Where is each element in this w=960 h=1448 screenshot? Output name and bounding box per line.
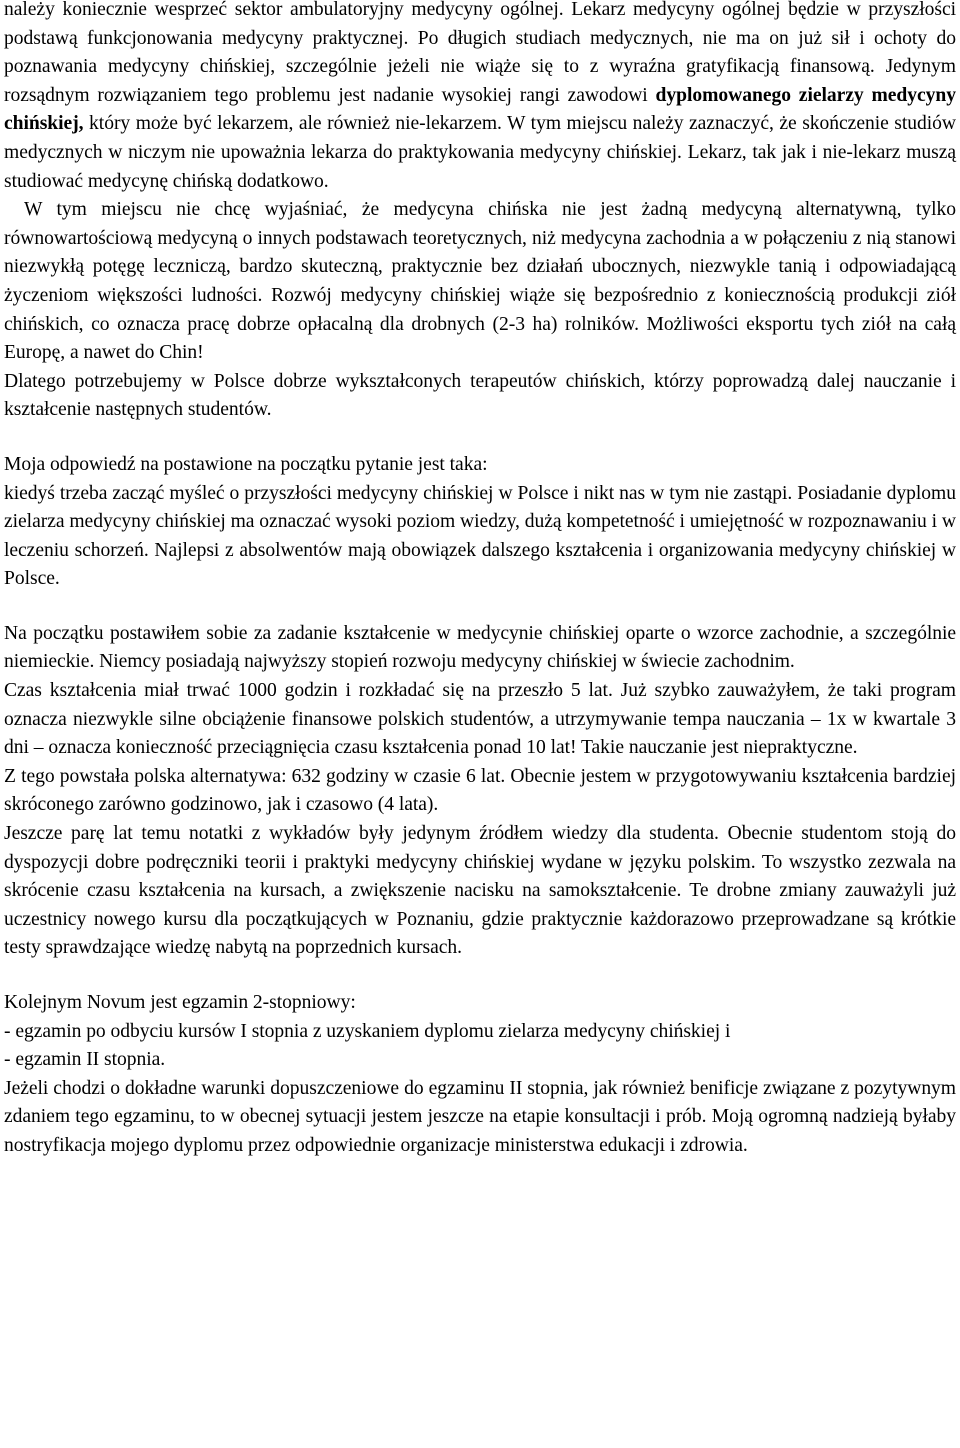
paragraph-ambulatory-sector bbox=[4, 0, 956, 196]
paragraph-training-duration: Czas kształcenia miał trwać 1000 godzin i rozkładać się na przeszło 5 lat. Już szybko zauważyłem, że taki program oznacza niezwykle silne obciążenie finansowe polskich studentów, a utrzymywanie tempa nauczania – 1x w kwartale 3 dni – oznacza konieczność przeciągnięcia czasu kształcenia ponad 10 lat! Takie nauczanie jest niepraktyczne. bbox=[4, 680, 956, 759]
exam-list-item: - egzamin po odbyciu kursów I stopnia z uzyskaniem dyplomu zielarza medycyny chińskiej i bbox=[4, 1020, 731, 1042]
exam-list-item: - egzamin II stopnia. bbox=[4, 1049, 166, 1071]
section-answer bbox=[4, 451, 956, 594]
paragraph-polish-alternative: Z tego powstała polska alternatywa: 632 godziny w czasie 6 lat. Obecnie jestem w przygotowywaniu kształcenia bardziej skróconego zarówno godzinowo, jak i czasowo (4 lata). bbox=[4, 765, 956, 816]
paragraph-text: który może być lekarzem, ale również nie-lekarzem. W tym miejscu należy zaznaczyć, że skończenie studiów medycznych w niczym nie upoważnia lekarza do praktykowania medycyny chińskiej. Lekarz, tak jak i nie-lekarz muszą studiować medycynę chińską dodatkowo. bbox=[4, 113, 956, 192]
paragraph-answer-body: kiedyś trzeba zacząć myśleć o przyszłości medycyny chińskiej w Polsce i nikt nas w tym nie zastąpi. Posiadanie dyplomu zielarza medycyny chińskiej ma oznaczać wysoki poziom wiedzy, dużą kompetetność i umiejętność w rozpoznawaniu i w leczeniu schorzeń. Najlepsi z absolwentów mają obowiązek dalszego kształcenia i organizowania medycyny chińskiej w Polsce. bbox=[4, 482, 956, 590]
paragraph-text: należy koniecznie wesprzeć sektor ambulatoryjny medycyny ogólnej. Lekarz medycyny ogólnej będzie w przyszłości podstawą funkcjonowania medycyny praktycznej. Po długich studiach medycznych, nie ma on już sił i ochoty do poznawania medycyny chińskiej, szczególnie jeżeli nie wiąże się to z wyraźna gratyfikacją finansową. Jedynym rozsądnym rozwiązaniem tego problemu jest nadanie wysokiej rangi zawodowi bbox=[4, 0, 956, 106]
paragraph-therapists-needed: Dlatego potrzebujemy w Polsce dobrze wykształconych terapeutów chińskich, którzy poprowadzą dalej nauczanie i kształcenie następnych studentów. bbox=[4, 370, 956, 421]
section-exam bbox=[4, 989, 956, 1161]
bold-phrase: dyplomowanego zielarzy medycyny chińskiej, bbox=[4, 84, 957, 135]
exam-heading: Kolejnym Novum jest egzamin 2-stopniowy: bbox=[4, 992, 356, 1013]
paragraph-textbooks: Jeszcze parę lat temu notatki z wykładów były jedynym źródłem wiedzy dla studenta. Obecnie studentom stoją do dyspozycji dobre podręczniki teorii i praktyki medycyny chińskiej wydane w języku polskim. To wszystko zezwala na skrócenie czasu kształcenia na kursach, a zwiększenie nacisku na samokształcenie. Te drobne zmiany zauważyli już uczestnicy nowego kursu dla początkujących w Poznaniu, gdzie praktycznie każdorazowo przeprowadzane są krótkie testy sprawdzające wiedzę nabytą na poprzednich kursach. bbox=[4, 823, 956, 959]
paragraph-exam-conditions: Jeżeli chodzi o dokładne warunki dopuszczeniowe do egzaminu II stopnia, jak również benificje związane z pozytywnym zdaniem tego egzaminu, to w obecnej sytuacji jestem jeszcze na etapie konsultacji i prób. Moją ogromną nadzieją byłaby nostryfikacja mojego dyplomu przez odpowiednie organizacje ministerstwa edukacji i zdrowia. bbox=[4, 1077, 956, 1156]
answer-heading: Moja odpowiedź na postawione na początku pytanie jest taka: bbox=[4, 453, 488, 475]
document-page bbox=[4, 0, 956, 1161]
paragraph-alternative-medicine: W tym miejscu nie chcę wyjaśniać, że medycyna chińska nie jest żadną medycyną alternatywną, tylko równowartościową medycyną o innych podstawach teoretycznych, niż medycyna zachodnia a w połączeniu z nią stanowi niezwykłą potęgę leczniczą, bardzo skuteczną, praktycznie bez działań ubocznych, niezwykle tanią i odpowiadającą życzeniom większości ludności. Rozwój medycyny chińskiej wiąże się bezpośrednio z koniecznością produkcji ziół chińskich, co oznacza pracę dobrze opłacalną dla drobnych (2-3 ha) rolników. Możliwości eksportu tych ziół na całą Europę, a nawet do Chin! bbox=[4, 199, 956, 364]
paragraph-western-model: Na początku postawiłem sobie za zadanie kształcenie w medycynie chińskiej oparte o wzorce zachodnie, a szczególnie niemieckie. Niemcy posiadają najwyższy stopień rozwoju medycyny chińskiej w świecie zachodnim. bbox=[4, 622, 956, 673]
section-education bbox=[4, 620, 956, 963]
